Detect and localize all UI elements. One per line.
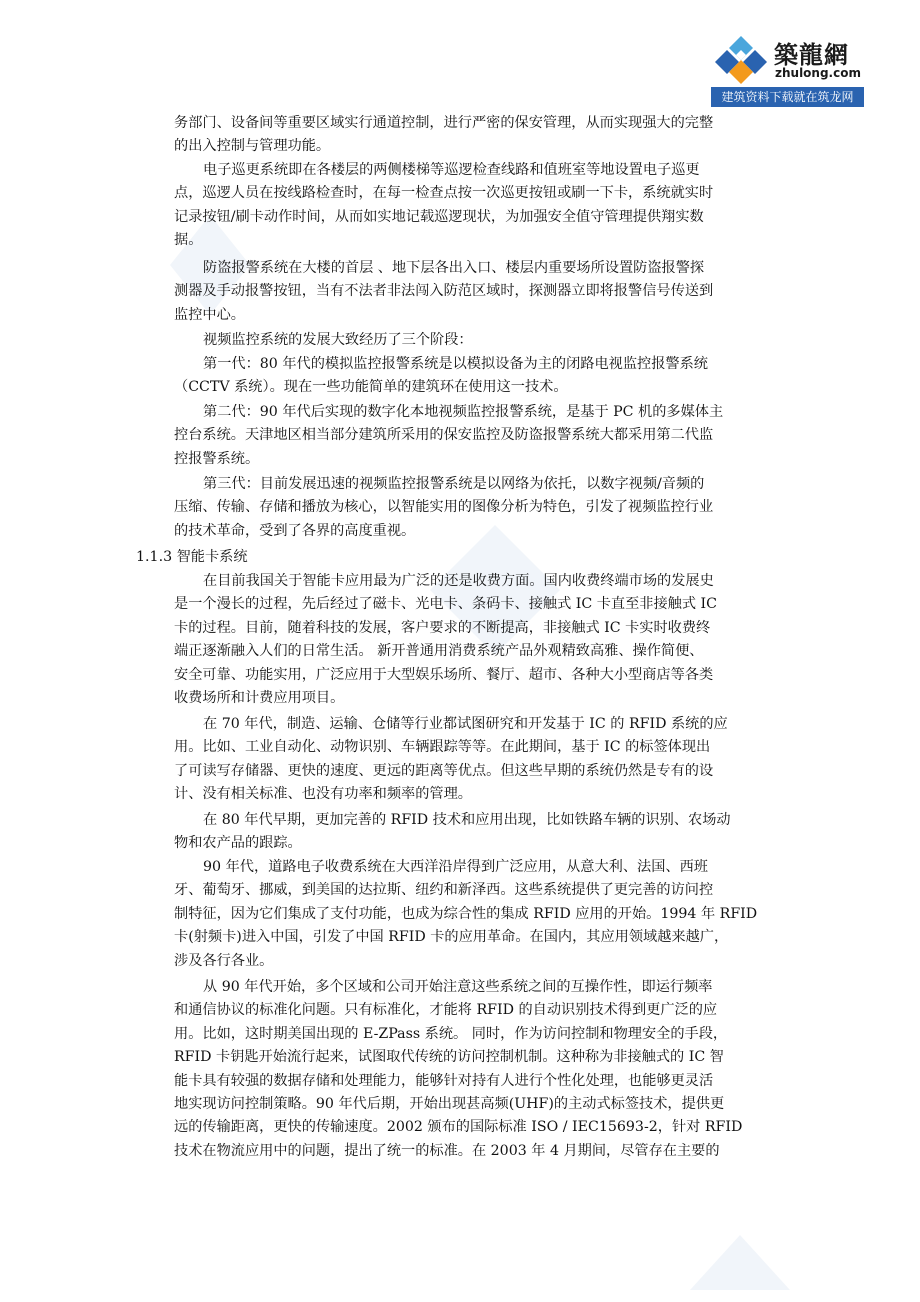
text-line: 监控中心。 bbox=[174, 306, 245, 323]
text-line: 涉及各行各业。 bbox=[174, 952, 274, 969]
text-line: （CCTV 系统）。现在一些功能简单的建筑环在使用这一技术。 bbox=[174, 379, 568, 396]
watermark-logo-icon bbox=[680, 1230, 800, 1302]
paragraph bbox=[174, 713, 794, 807]
paragraph bbox=[174, 159, 794, 253]
zhulong-logo bbox=[711, 30, 864, 106]
text-line: 视频监控系统的发展大致经历了三个阶段： bbox=[203, 332, 473, 348]
text-line: 技术在物流应用中的问题，提出了统一的标准。在 2003 年 4 月期间，尽管存在主要的 bbox=[174, 1142, 720, 1159]
paragraph bbox=[174, 257, 794, 327]
text-line: 在 80 年代早期，更加完善的 RFID 技术和应用出现，比如铁路车辆的识别、农场动 bbox=[203, 812, 731, 828]
logo-domain: zhulong.com bbox=[775, 66, 861, 80]
logo-header bbox=[711, 30, 864, 85]
paragraph bbox=[174, 570, 794, 710]
text-line: 防盗报警系统在大楼的首层 、地下层各出入口、楼层内重要场所设置防盗报警探 bbox=[203, 260, 705, 276]
text-line: 的技术革命，受到了各界的高度重视。 bbox=[174, 522, 416, 539]
text-line: 地实现访问控制策略。90 年代后期，开始出现甚高频(UHF)的主动式标签技术，提供更 bbox=[174, 1095, 725, 1112]
text-line: 了可读写存储器、更快的速度、更远的距离等优点。但这些早期的系统仍然是专有的设 bbox=[174, 762, 714, 779]
text-line: 计、没有相关标准、也没有功率和频率的管理。 bbox=[174, 786, 472, 803]
text-line: 电子巡更系统即在各楼层的两侧楼梯等巡逻检查线路和值班室等地设置电子巡更 bbox=[203, 162, 700, 178]
zhulong-diamond-icon bbox=[713, 34, 769, 84]
text-line: 收费场所和计费应用项目。 bbox=[174, 689, 345, 706]
text-line: 卡(射频卡)进入中国，引发了中国 RFID 卡的应用革命。在国内，其应用领域越来越广， bbox=[174, 929, 729, 946]
text-line: 务部门、设备间等重要区域实行通道控制，进行严密的保安管理，从而实现强大的完整 bbox=[174, 115, 714, 131]
text-line: 点，巡逻人员在按线路检查时，在每一检查点按一次巡更按钮或刷一下卡，系统就实时 bbox=[174, 185, 714, 202]
logo-name: 築龍網 bbox=[774, 40, 849, 69]
text-line: 第二代：90 年代后实现的数字化本地视频监控报警系统，是基于 PC 机的多媒体主 bbox=[203, 404, 724, 420]
text-line: 记录按钮/刷卡动作时间，从而如实地记载巡逻现状，为加强安全值守管理提供翔实数 bbox=[174, 208, 704, 225]
paragraph bbox=[174, 976, 794, 1163]
text-line: 制特征，因为它们集成了支付功能，也成为综合性的集成 RFID 应用的开始。1994 年 RFID bbox=[174, 905, 758, 922]
text-line: 第一代：80 年代的模拟监控报警系统是以模拟设备为主的闭路电视监控报警系统 bbox=[203, 356, 708, 372]
text-line: 卡的过程。目前，随着科技的发展，客户要求的不断提高，非接触式 IC 卡实时收费终 bbox=[174, 619, 711, 636]
paragraph bbox=[174, 856, 794, 973]
text-line: 控报警系统。 bbox=[174, 450, 260, 467]
logo-slogan: 建筑资料下载就在筑龙网 bbox=[711, 87, 864, 107]
paragraph bbox=[174, 401, 794, 471]
text-line: 第三代：目前发展迅速的视频监控报警系统是以网络为依托，以数字视频/音频的 bbox=[203, 476, 705, 492]
text-line: 在 70 年代，制造、运输、仓储等行业都试图研究和开发基于 IC 的 RFID 系统的应 bbox=[203, 716, 728, 732]
text-line: 能卡具有较强的数据存储和处理能力，能够针对持有人进行个性化处理，也能够更灵活 bbox=[174, 1072, 714, 1089]
paragraph bbox=[174, 809, 794, 856]
section-heading: 1.1.3 智能卡系统 bbox=[136, 549, 248, 565]
text-line: 控台系统。天津地区相当部分建筑所采用的保安监控及防盗报警系统大都采用第二代监 bbox=[174, 427, 714, 444]
text-line: 压缩、传输、存储和播放为核心，以智能实用的图像分析为特色，引发了视频监控行业 bbox=[174, 499, 714, 516]
text-line: 90 年代，道路电子收费系统在大西洋沿岸得到广泛应用，从意大利、法国、西班 bbox=[203, 859, 708, 875]
text-line: 据。 bbox=[174, 232, 203, 249]
text-line: 牙、葡萄牙、挪威，到美国的达拉斯、纽约和新泽西。这些系统提供了更完善的访问控 bbox=[174, 882, 714, 899]
text-line: 从 90 年代开始，多个区域和公司开始注意这些系统之间的互操作性，即运行频率 bbox=[203, 979, 713, 995]
text-line: 用。比如，这时期美国出现的 E-ZPass 系统。 同时，作为访问控制和物理安全的手段， bbox=[174, 1025, 728, 1042]
text-line: 是一个漫长的过程，先后经过了磁卡、光电卡、条码卡、接触式 IC 卡直至非接触式 IC bbox=[174, 596, 718, 613]
text-line: 用。比如、工业自动化、动物识别、车辆跟踪等等。在此期间，基于 IC 的标签体现出 bbox=[174, 739, 711, 756]
text-line: 端正逐渐融入人们的日常生活。 新开普通用消费系统产品外观精致高雅、操作简便、 bbox=[174, 643, 704, 660]
text-line: 的出入控制与管理功能。 bbox=[174, 138, 331, 155]
paragraph bbox=[174, 473, 794, 543]
text-line: 物和农产品的跟踪。 bbox=[174, 835, 302, 852]
text-line: 远的传输距离，更快的传输速度。2002 颁布的国际标准 ISO / IEC15693-2，针对 RFID bbox=[174, 1119, 743, 1136]
text-line: RFID 卡钥匙开始流行起来，试图取代传统的访问控制机制。这种称为非接触式的 IC 智 bbox=[174, 1049, 724, 1066]
text-line: 在目前我国关于智能卡应用最为广泛的还是收费方面。国内收费终端市场的发展史 bbox=[203, 573, 714, 589]
paragraph bbox=[174, 329, 794, 352]
text-line: 测器及手动报警按钮，当有不法者非法闯入防范区域时，探测器立即将报警信号传送到 bbox=[174, 283, 714, 300]
text-line: 和通信协议的标准化问题。只有标准化，才能将 RFID 的自动识别技术得到更广泛的应 bbox=[174, 1002, 718, 1019]
text-line: 安全可靠、功能实用，广泛应用于大型娱乐场所、餐厅、超市、各种大小型商店等各类 bbox=[174, 666, 714, 683]
paragraph bbox=[174, 353, 794, 400]
paragraph bbox=[174, 112, 794, 159]
